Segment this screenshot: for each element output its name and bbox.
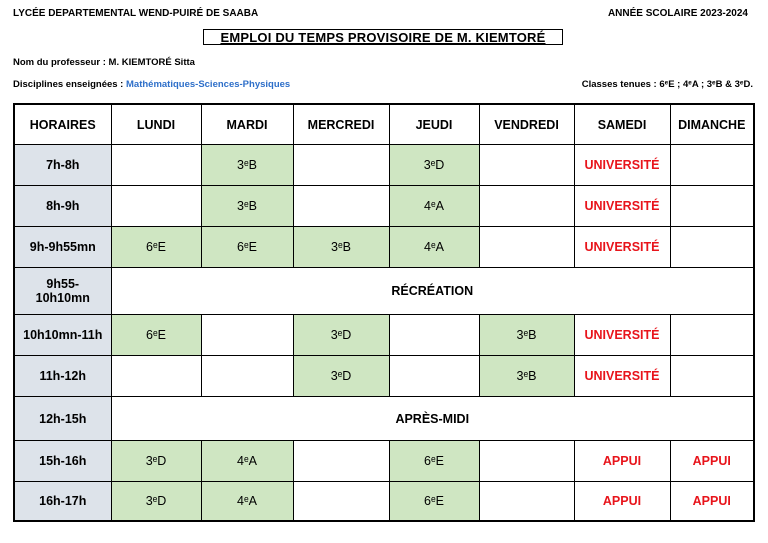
schedule-cell [389,315,479,356]
schedule-cell [293,145,389,186]
break-banner: APRÈS-MIDI [111,397,754,441]
professor-label: Nom du professeur : [13,57,109,68]
schedule-cell: 6ᵉE [389,441,479,482]
schedule-cell: UNIVERSITÉ [574,227,670,268]
table-row [14,482,754,522]
professor-name: M. KIEMTORÉ Sitta [108,57,195,68]
schedule-cell [111,145,201,186]
disciplines-label: Disciplines enseignées : [13,79,126,90]
time-slot: 8h-9h [14,186,111,227]
schedule-cell: 6ᵉE [389,482,479,522]
time-slot: 10h10mn-11h [14,315,111,356]
schedule-cell [670,315,754,356]
column-header-horaires: HORAIRES [14,104,111,145]
schedule-cell [479,227,574,268]
schedule-cell [293,482,389,522]
schedule-cell [389,356,479,397]
table-row [14,356,754,397]
schedule-cell: 3ᵉD [111,482,201,522]
table-row [14,268,754,315]
table-row [14,315,754,356]
schedule-cell: UNIVERSITÉ [574,145,670,186]
schedule-cell: UNIVERSITÉ [574,356,670,397]
schedule-cell: 4ᵉA [201,482,293,522]
schedule-cell: 4ᵉA [201,441,293,482]
schedule-cell: UNIVERSITÉ [574,186,670,227]
column-header-mardi: MARDI [201,104,293,145]
table-row [14,397,754,441]
table-row [14,186,754,227]
column-header-dimanche: DIMANCHE [670,104,754,145]
document-title: EMPLOI DU TEMPS PROVISOIRE DE M. KIEMTORÉ [203,29,563,45]
timetable-header-row [14,104,754,145]
schedule-cell: APPUI [574,441,670,482]
time-slot: 12h-15h [14,397,111,441]
schedule-cell: APPUI [670,441,754,482]
schedule-cell [111,186,201,227]
schedule-cell: 3ᵉD [111,441,201,482]
column-header-samedi: SAMEDI [574,104,670,145]
school-year: ANNÉE SCOLAIRE 2023-2024 [607,8,748,19]
schedule-cell: 3ᵉD [389,145,479,186]
schedule-cell: 3ᵉB [479,315,574,356]
table-row [14,227,754,268]
schedule-cell [201,315,293,356]
time-slot: 9h-9h55mn [14,227,111,268]
schedule-cell: 3ᵉD [293,356,389,397]
schedule-cell: 6ᵉE [111,227,201,268]
column-header-lundi: LUNDI [111,104,201,145]
schedule-cell: 6ᵉE [201,227,293,268]
column-header-vendredi: VENDREDI [479,104,574,145]
schedule-cell: 3ᵉD [293,315,389,356]
schedule-cell [670,186,754,227]
disciplines-value: Mathématiques-Sciences-Physiques [126,79,291,90]
professor-row [13,57,195,68]
time-slot: 15h-16h [14,441,111,482]
schedule-cell: APPUI [574,482,670,522]
disciplines-row [13,79,290,90]
schedule-cell [479,145,574,186]
schedule-cell [201,356,293,397]
schedule-cell [479,482,574,522]
schedule-cell [111,356,201,397]
schedule-cell: 3ᵉB [293,227,389,268]
break-banner: RÉCRÉATION [111,268,754,315]
schedule-cell: UNIVERSITÉ [574,315,670,356]
time-slot: 11h-12h [14,356,111,397]
schedule-cell [670,356,754,397]
column-header-jeudi: JEUDI [389,104,479,145]
schedule-cell [670,227,754,268]
time-slot: 7h-8h [14,145,111,186]
column-header-mercredi: MERCREDI [293,104,389,145]
schedule-cell: APPUI [670,482,754,522]
schedule-cell [670,145,754,186]
schedule-cell [479,186,574,227]
schedule-cell: 4ᵉA [389,186,479,227]
school-name: LYCÉE DEPARTEMENTAL WEND-PUIRÉ DE SAABA [13,8,259,19]
schedule-cell: 3ᵉB [479,356,574,397]
timetable [13,103,755,522]
schedule-cell: 6ᵉE [111,315,201,356]
table-row [14,145,754,186]
schedule-cell: 3ᵉB [201,145,293,186]
time-slot: 16h-17h [14,482,111,522]
schedule-cell [293,186,389,227]
schedule-cell: 3ᵉB [201,186,293,227]
schedule-cell: 4ᵉA [389,227,479,268]
schedule-cell [479,441,574,482]
time-slot: 9h55- 10h10mn [14,268,111,315]
classes-held: Classes tenues : 6ᵉE ; 4ᵉA ; 3ᵉB & 3ᵉD. [581,79,753,90]
table-row [14,441,754,482]
schedule-cell [293,441,389,482]
